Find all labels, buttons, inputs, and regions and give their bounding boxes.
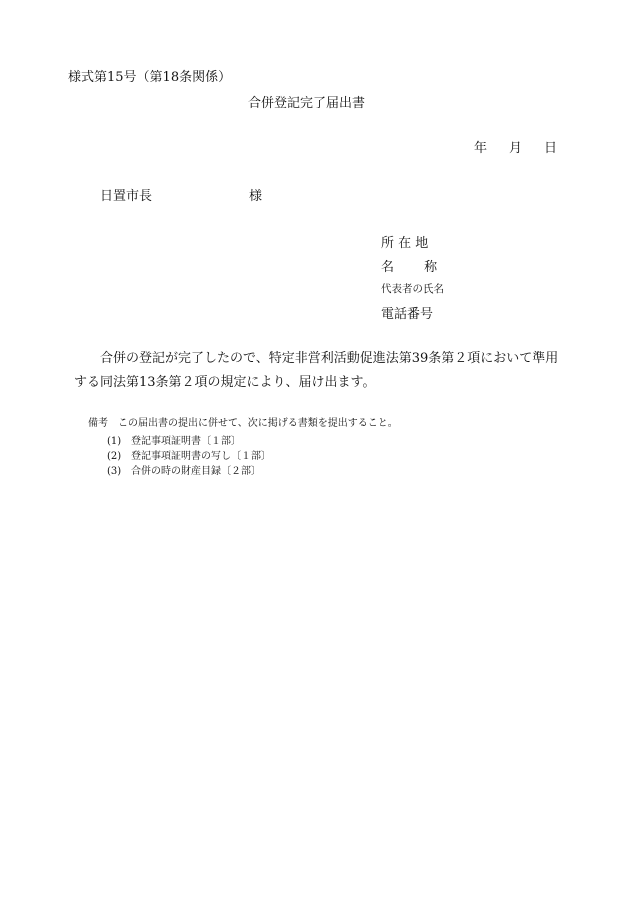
- year-label: 年: [474, 141, 488, 156]
- remarks-item-text: 登記事項証明書〔１部〕: [131, 436, 241, 447]
- name-label: 名 称: [381, 260, 438, 275]
- month-label: 月: [509, 141, 523, 156]
- remarks-item-number: (2): [107, 451, 122, 462]
- remarks-heading: 備考 この届出書の提出に併せて、次に掲げる書類を提出すること。: [88, 418, 398, 429]
- representative-label: 代表者の氏名: [381, 283, 444, 295]
- remarks-item: [107, 447, 271, 462]
- remarks-item-text: 合併の時の財産目録〔２部〕: [131, 466, 261, 477]
- remarks-item: [107, 432, 241, 447]
- body-text: 合併の登記が完了したので、特定非営利活動促進法第39条第２項において準用する同法第13条第２項の規定により、届け出ます。: [74, 351, 559, 390]
- remarks-item-text: 登記事項証明書の写し〔１部〕: [131, 451, 271, 462]
- remarks-item-number: (3): [107, 466, 122, 477]
- remarks-item-number: (1): [107, 436, 122, 447]
- date-field: [474, 137, 557, 156]
- day-label: 日: [544, 141, 558, 156]
- address-label: 所 在 地: [381, 236, 429, 251]
- document-title: 合併登記完了届出書: [248, 96, 366, 111]
- addressee-name: 日置市長: [100, 189, 153, 204]
- phone-label: 電話番号: [381, 307, 434, 322]
- remarks-item: [107, 462, 261, 477]
- form-number: 様式第15号（第18条関係）: [68, 70, 232, 85]
- addressee-honorific: 様: [249, 189, 263, 204]
